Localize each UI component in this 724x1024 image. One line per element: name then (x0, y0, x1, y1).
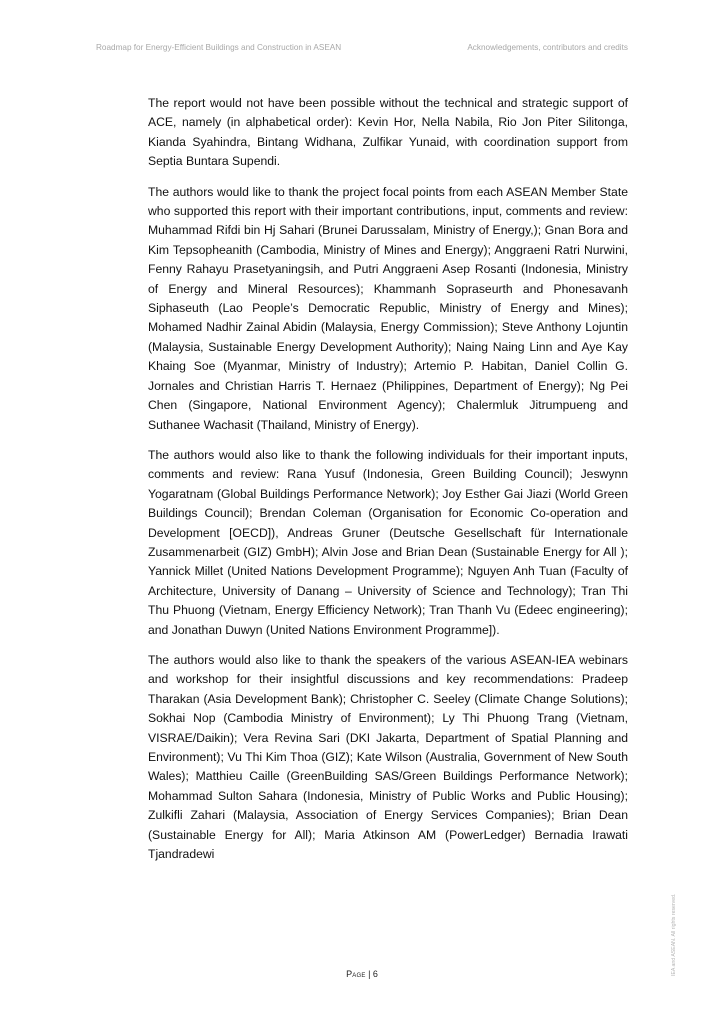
page-footer (0, 969, 724, 979)
page-separator: | (365, 969, 373, 979)
page-label: Page (346, 969, 366, 979)
copyright-side-note: IEA and ASEAN. All rights reserved. (671, 893, 677, 976)
header-section-title: Acknowledgements, contributors and credits (467, 43, 628, 52)
paragraph-individual-reviewers: The authors would also like to thank the following individuals for their important inputs, comments and review: Rana Yusuf (Indonesia, Green Building Council); Jeswynn Yogaratnam (Global Buildings Performance Network); Joy Esther Gai Jiazi (World Green Buildings Council); Brendan Coleman (Organisation for Economic Co-operation and Development [OECD]), Andreas Gruner (Deutsche Gesellschaft für Internationale Zusammenarbeit (GIZ) GmbH); Alvin Jose and Brian Dean (Sustainable Energy for All ); Yannick Millet (United Nations Development Programme); Nguyen Anh Tuan (Faculty of Architecture, University of Danang – University of Science and Technology); Tran Thi Thu Phuong (Vietnam, Energy Efficiency Network); Tran Thanh Vu (Edeec engineering); and Jonathan Duwyn (United Nations Environment Programme]). (148, 447, 628, 637)
paragraph-ace-support: The report would not have been possible without the technical and strategic support of ACE, namely (in alphabetical order): Kevin Hor, Nella Nabila, Rio Jon Piter Silitonga, Kianda Syahindra, Bintang Widhana, Zulfikar Yunaid, with coordination support from Septia Buntara Supendi. (148, 96, 628, 169)
page-number: 6 (372, 969, 378, 979)
header-report-title: Roadmap for Energy-Efficient Buildings and Construction in ASEAN (96, 43, 342, 52)
paragraph-member-state-focal-points: The authors would like to thank the project focal points from each ASEAN Member State who supported this report with their important contributions, input, comments and review: Muhammad Rifdi bin Hj Sahari (Brunei Darussalam, Ministry of Energy,); Gnan Bora and Kim Tepsopheanith (Cambodia, Ministry of Mines and Energy); Anggraeni Ratri Nurwini, Fenny Rahayu Prasetyaningsih, and Putri Anggraeni Asep Rosanti (Indonesia, Ministry of Energy and Mineral Resources); Khammanh Sopraseurth and Phonesavanh Siphaseuth (Lao People’s Democratic Republic, Ministry of Energy and Mines); Mohamed Nadhir Zainal Abidin (Malaysia, Energy Commission); Steve Anthony Lojuntin (Malaysia, Sustainable Energy Development Authority); Naing Naing Linn and Aye Kay Khaing Soe (Myanmar, Ministry of Industry); Artemio P. Habitan, Daniel Collin G. Jornales and Christian Harris T. Hernaez (Philippines, Department of Energy); Ng Pei Chen (Singapore, National Environment Agency); Chalermluk Jitrumpueng and Suthanee Wachasit (Thailand, Ministry of Energy). (148, 184, 628, 432)
paragraph-webinar-speakers: The authors would also like to thank the speakers of the various ASEAN-IEA webinars and workshop for their insightful discussions and key recommendations: Pradeep Tharakan (Asia Development Bank); Christopher C. Seeley (Climate Change Solutions); Sokhai Nop (Cambodia Ministry of Environment); Ly Thi Phuong Trang (Vietnam, VISRAE/Daikin); Vera Revina Sari (DKI Jakarta, Department of Spatial Planning and Environment); Vu Thi Kim Thoa (GIZ); Kate Wilson (Australia, Government of New South Wales); Matthieu Caille (GreenBuilding SAS/Green Buildings Performance Network); Mohammad Sulton Sahara (Indonesia, Ministry of Public Works and Public Housing); Zulkifli Zahari (Malaysia, Association of Energy Services Companies); Brian Dean (Sustainable Energy for All); Maria Atkinson AM (PowerLedger) Bernadia Irawati Tjandradewi (148, 652, 628, 862)
body-text (148, 94, 628, 875)
